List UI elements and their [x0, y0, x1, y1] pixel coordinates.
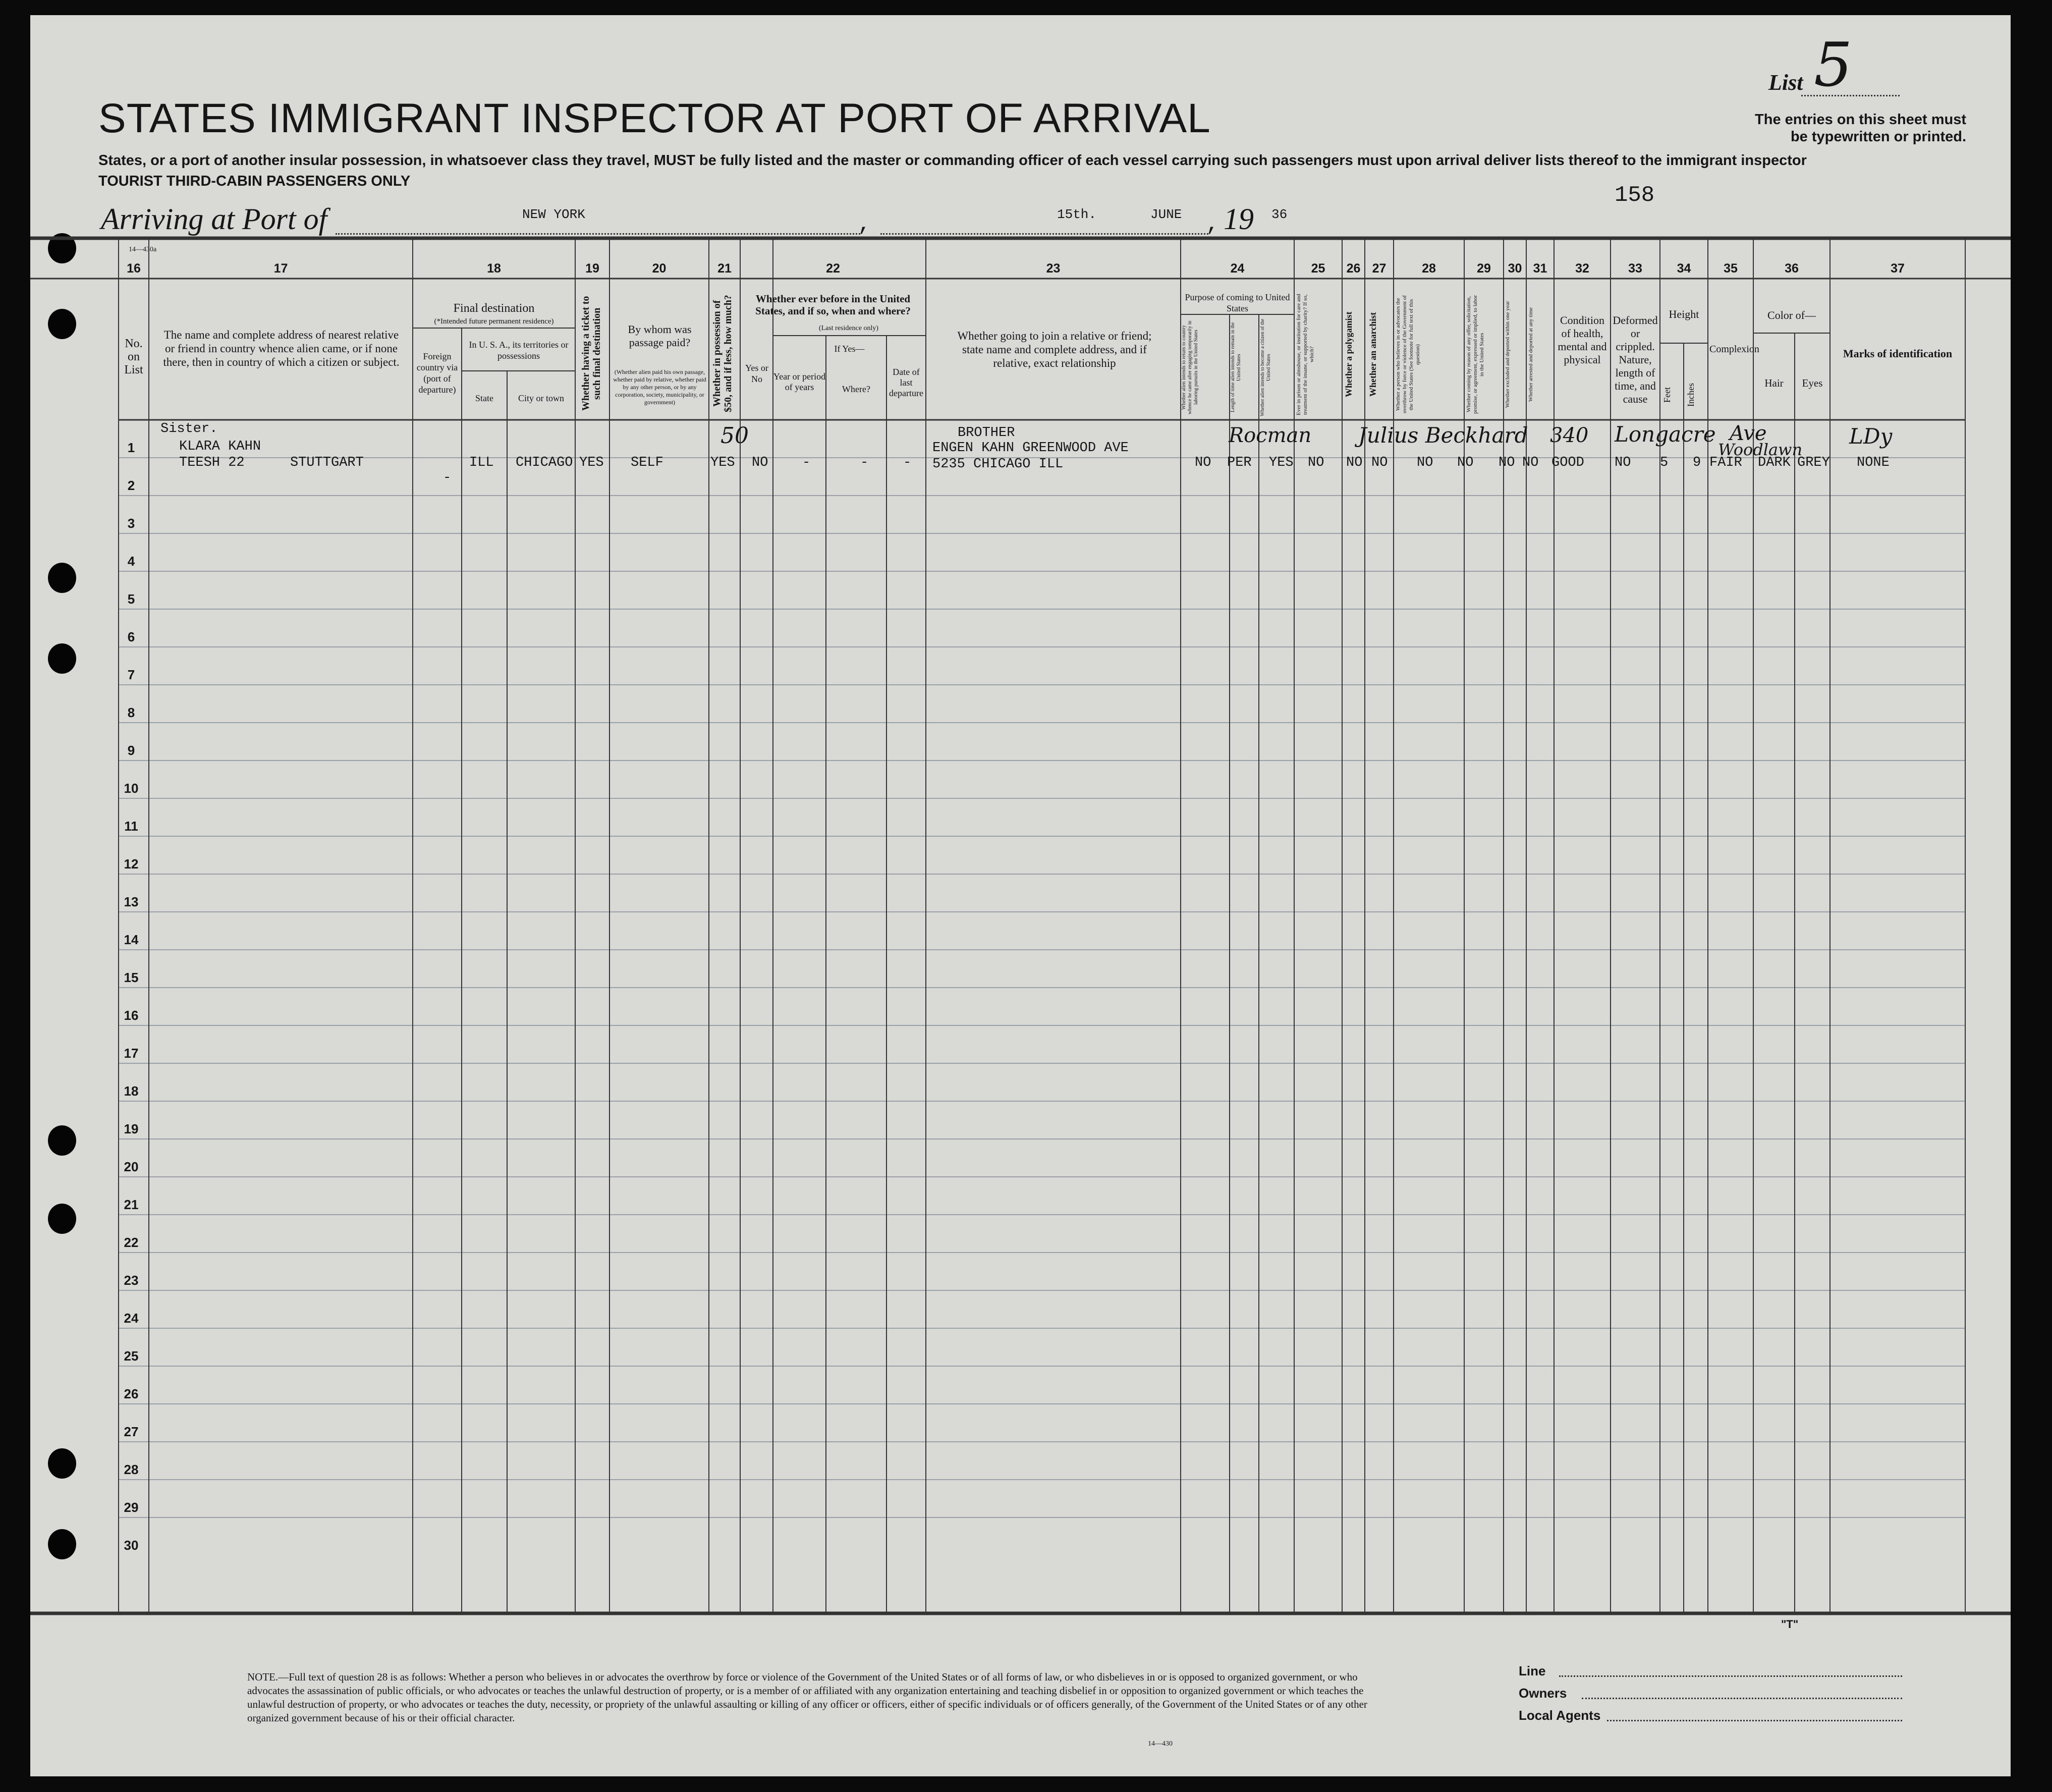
header-labor-offer: Whether coming by reason of any offer, solicitation, promise, or agreement, expressed or implied, to labor in the United States	[1466, 295, 1485, 414]
height-inches: 9	[1693, 455, 1701, 470]
header-last-residence: (Last residence only)	[818, 324, 879, 332]
handwritten-annotation: Julius Beckhard	[1358, 423, 1528, 448]
overthrow-value: NO	[1417, 455, 1433, 470]
row-number: 14	[124, 932, 139, 947]
polygamist-value: NO	[1346, 455, 1363, 470]
handwritten-annotation: Woodlawn	[1718, 440, 1803, 459]
row-number: 1	[127, 440, 135, 455]
row-number: 27	[124, 1424, 139, 1439]
colnum-33: 33	[1628, 261, 1642, 276]
header-length-stay: Length of time alien intends to remain in the United States	[1230, 322, 1242, 413]
header-color-of: Color of—	[1767, 309, 1816, 321]
handwritten-annotation: Ave	[1730, 422, 1767, 445]
paid-by: SELF	[631, 455, 663, 470]
colnum-28: 28	[1422, 261, 1436, 276]
colnum-25: 25	[1311, 261, 1325, 276]
header-health: Condition of health, mental and physical	[1558, 314, 1607, 366]
colnum-24: 24	[1230, 261, 1245, 276]
page-number: 158	[1615, 183, 1655, 208]
eyes-value: GREY	[1797, 455, 1830, 470]
header-intends-return: Whether alien intends to return to country whence he came after engaging temporarily in laboring pursuits in the United States	[1181, 320, 1199, 414]
date-month: JUNE	[1150, 207, 1182, 222]
year-suffix: 36	[1271, 207, 1288, 222]
row-number: 15	[124, 970, 139, 985]
colnum-22: 22	[826, 261, 840, 276]
footer-form-code: 14—430	[1148, 1740, 1173, 1748]
port-value: NEW YORK	[522, 207, 585, 222]
row-number: 17	[124, 1046, 139, 1061]
relative-relation: Sister.	[160, 421, 218, 437]
row-number: 29	[124, 1500, 139, 1515]
header-feet: Feet	[1662, 387, 1672, 403]
header-fifty-dollars: Whether in possession of $50, and if less, how much?	[711, 295, 734, 412]
colnum-36: 36	[1785, 261, 1799, 276]
relative-address: TEESH 22	[179, 455, 245, 470]
colnum-26: 26	[1346, 261, 1361, 276]
subtitle: States, or a port of another insular possession, in whatsoever class they travel, MUST be fully listed and the master or commanding officer of each vessel carrying such passengers must upon arrival deliver lists thereof to the immigrant inspector	[98, 152, 1807, 169]
anarchist-value: NO	[1371, 455, 1388, 470]
row-number: 12	[124, 856, 139, 872]
arrested-value: NO	[1522, 455, 1539, 470]
length-value: PER	[1227, 455, 1252, 470]
header-arrested: Whether arrested and deported at any time	[1528, 307, 1534, 402]
colnum-34: 34	[1677, 261, 1691, 276]
header-intends-citizen: Whether alien intends to become a citizen of the United States	[1260, 318, 1271, 416]
local-agents-field	[1607, 1720, 1902, 1721]
money-handwritten: 50	[720, 423, 749, 449]
period-value: -	[802, 455, 811, 470]
header-city: City or town	[518, 393, 564, 403]
colnum-23: 23	[1046, 261, 1061, 276]
date-comma: ,	[1206, 212, 1219, 237]
colnum-31: 31	[1533, 261, 1547, 276]
handwritten-annotation: Rocman	[1229, 424, 1312, 447]
colnum-19: 19	[585, 261, 599, 276]
header-nearest-relative: The name and complete address of nearest relative or friend in country whence alien came, or if none there, then in country of which a citizen or subject.	[163, 329, 400, 368]
row-number: 7	[127, 667, 135, 682]
row-number: 3	[127, 516, 135, 531]
row-number: 2	[127, 478, 135, 493]
row-number: 21	[124, 1197, 139, 1212]
header-list-number: No. on List	[124, 337, 143, 376]
header-yes-no: Yes or No	[745, 363, 768, 384]
row-number: 6	[127, 629, 135, 644]
header-passage-paid: By whom was passage paid?	[628, 323, 692, 349]
row-number: 4	[127, 554, 135, 569]
colnum-18: 18	[487, 261, 501, 276]
colnum-21: 21	[717, 261, 732, 276]
header-ticket: Whether having a ticket to such final destination	[580, 296, 602, 411]
owners-label: Owners	[1519, 1686, 1567, 1701]
colnum-27: 27	[1372, 261, 1387, 276]
header-hair: Hair	[1764, 377, 1784, 389]
ever-before-value: NO	[752, 455, 768, 470]
page-title: STATES IMMIGRANT INSPECTOR AT PORT OF ARRIVAL	[98, 95, 1211, 141]
excluded-value: NO	[1499, 455, 1515, 470]
hair-value: DARK	[1758, 455, 1791, 470]
colnum-32: 32	[1575, 261, 1589, 276]
header-final-destination-note: (*Intended future permanent residence)	[434, 317, 554, 325]
row-number: 25	[124, 1348, 139, 1364]
header-marks: Marks of identification	[1843, 347, 1953, 360]
local-agents-label: Local Agents	[1519, 1708, 1601, 1723]
last-departure-value: -	[903, 455, 912, 470]
header-ever-before: Whether ever before in the United States, and if so, when and where?	[755, 293, 911, 317]
header-purpose: Purpose of coming to United States	[1185, 292, 1290, 313]
header-overthrow: Whether a person who believes in or advocates the overthrow by force or violence of the Government of the United States (See footnote for full text of this question)	[1395, 295, 1421, 414]
deformed-value: NO	[1615, 455, 1631, 470]
row-number: 13	[124, 894, 139, 909]
footnote: NOTE.—Full text of question 28 is as follows: Whether a person who believes in or advocates the overthrow by force or violence of the Government of the United States or of all forms of law, or who disbelieves in or is opposed to organized government, or who advocates the assassination of public officials, or who advocates or teaches the unlawful destruction of property, or is a member of or affiliated with any organization entertaining and teaching disbelief in or opposition to organized government or which teaches the unlawful destruction of property, or who advocates or teaches the duty, necessity, or propriety of the unlawful assaulting or killing of any officer or officers, either of specific individuals or of officers generally, of the Government of the United States or of any other organized government because of his or their official character.	[247, 1671, 1367, 1724]
header-year-period: Year or period of years	[773, 371, 826, 392]
header-if-yes: If Yes—	[834, 344, 865, 354]
header-height: Height	[1669, 308, 1699, 320]
foreign-via: -	[443, 470, 452, 485]
arriving-label: Arriving at Port of	[101, 202, 327, 236]
handwritten-annotation: LDy	[1849, 424, 1893, 449]
typewritten-note-line-1: The entries on this sheet must	[1755, 112, 1966, 128]
header-in-usa: In U. S. A., its territories or possessions	[469, 340, 569, 361]
header-passage-note: (Whether alien paid his own passage, whether paid by relative, whether paid by any other person, or by any corporation, society, municipality, or government)	[613, 368, 706, 406]
row-number: 28	[124, 1462, 139, 1477]
owners-field	[1582, 1698, 1902, 1699]
header-state: State	[475, 393, 493, 403]
header-foreign-country: Foreign country via (port of departure)	[416, 351, 458, 395]
row-number: 23	[124, 1273, 139, 1288]
list-label: List	[1768, 70, 1803, 95]
destination-city: CHICAGO	[516, 455, 573, 470]
ticket-value: YES	[579, 455, 604, 470]
header-deformed: Deformed or crippled. Nature, length of time, and cause	[1613, 314, 1658, 405]
complexion-value: FAIR	[1709, 455, 1742, 470]
header-anarchist: Whether an anarchist	[1368, 312, 1378, 397]
prison-value: NO	[1308, 455, 1324, 470]
handwritten-annotation: 340	[1550, 424, 1589, 447]
t-mark: "T"	[1781, 1618, 1799, 1631]
row-number: 22	[124, 1235, 139, 1250]
row-number: 5	[127, 591, 135, 607]
header-excluded: Whether excluded and deported within one year	[1505, 301, 1511, 408]
header-inches: Inches	[1686, 383, 1696, 407]
header-last-departure: Date of last departure	[889, 367, 923, 398]
line-label: Line	[1519, 1663, 1546, 1678]
typewritten-note-line-2: be typewritten or printed.	[1790, 129, 1966, 145]
row-number: 20	[124, 1159, 139, 1174]
row-number: 16	[124, 1008, 139, 1023]
row-number: 24	[124, 1311, 139, 1326]
row-number: 10	[124, 781, 139, 796]
colnum-16: 16	[127, 261, 141, 276]
line-field	[1559, 1675, 1902, 1677]
passenger-class: TOURIST THIRD-CABIN PASSENGERS ONLY	[98, 173, 411, 189]
offer-value: NO	[1457, 455, 1474, 470]
join-line-1: ENGEN KAHN GREENWOOD AVE	[932, 441, 1129, 456]
join-line-2: 5235 CHICAGO ILL	[932, 457, 1064, 472]
relative-name: KLARA KAHN	[179, 439, 261, 454]
header-complexion: Complexion	[1709, 344, 1759, 355]
row-number: 8	[127, 705, 135, 720]
money-value: YES	[710, 455, 735, 470]
row-number: 18	[124, 1083, 139, 1099]
destination-state: ILL	[469, 455, 494, 470]
row-number: 11	[124, 819, 138, 834]
colnum-20: 20	[652, 261, 667, 276]
handwritten-annotation: Longacre	[1615, 422, 1716, 447]
row-number: 9	[127, 743, 135, 758]
list-number: 5	[1814, 30, 1853, 100]
header-eyes: Eyes	[1802, 377, 1823, 389]
relative-city: STUTTGART	[290, 455, 364, 470]
header-final-destination: Final destination	[453, 302, 535, 315]
header-join-relative: Whether going to join a relative or friend; state name and complete address, and if relative, exact relationship	[957, 330, 1152, 369]
colnum-17: 17	[273, 261, 288, 276]
where-value: -	[860, 455, 869, 470]
join-relation: BROTHER	[958, 425, 1015, 441]
colnum-29: 29	[1477, 261, 1491, 276]
colnum-30: 30	[1508, 261, 1522, 276]
header-where: Where?	[842, 384, 870, 394]
row-number: 30	[124, 1538, 139, 1553]
colnum-37: 37	[1891, 261, 1905, 276]
health-value: GOOD	[1551, 455, 1584, 470]
header-prison: Ever in prison or almshouse, or institution for care and treatment of the insane, or supported by charity? If so, which?	[1296, 294, 1315, 415]
date-day: 15th.	[1057, 207, 1097, 222]
marks-value: NONE	[1857, 455, 1890, 470]
arrival-comma: ,	[858, 212, 871, 237]
form-code: 14—430a	[129, 246, 157, 253]
header-polygamist: Whether a polygamist	[1344, 311, 1354, 398]
colnum-35: 35	[1724, 261, 1738, 276]
return-value: NO	[1195, 455, 1211, 470]
height-feet: 5	[1660, 455, 1669, 470]
citizen-value: YES	[1269, 455, 1294, 470]
year-prefix: 19	[1224, 202, 1254, 236]
row-number: 26	[124, 1386, 139, 1401]
row-number: 19	[124, 1121, 139, 1136]
